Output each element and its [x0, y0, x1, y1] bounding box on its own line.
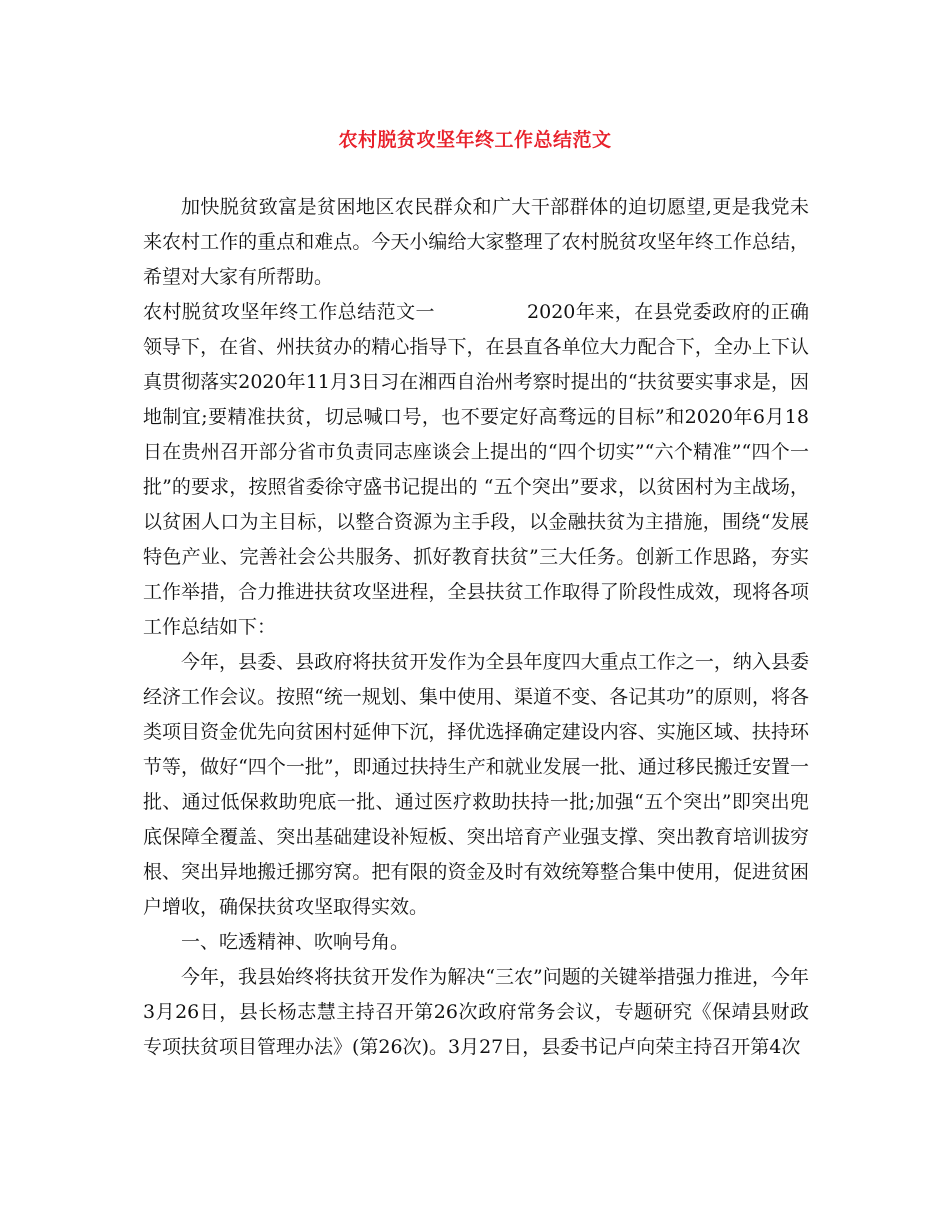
body-paragraph-continued: 今年，我县始终将扶贫开发作为解决“三农”问题的关键举措强力推进，今年3月26日，县长杨志慧主持召开第26次政府常务会议，专题研究《保靖县财政专项扶贫项目管理办法》(第26次)。3月27日，县委书记卢向荣主持召开第4次: [143, 966, 809, 1058]
body-paragraph: 今年，县委、县政府将扶贫开发作为全县年度四大重点工作之一，纳入县委经济工作会议。按照“统一规划、集中使用、渠道不变、各记其功”的原则，将各类项目资金优先向贫困村延伸下沉，择优选择确定建设内容、实施区域、扶持环节等，做好“四个一批”，即通过扶持生产和就业发展一批、通过移民搬迁安置一批、通过低保救助兜底一批、通过医疗救助扶持一批;加强“五个突出”即突出兜底保障全覆盖、突出基础建设补短板、突出培育产业强支撑、突出教育培训拔穷根、突出异地搬迁挪穷窝。把有限的资金及时有效统筹整合集中使用，促进贫困户增收，确保扶贫攻坚取得实效。: [143, 651, 809, 918]
section-paragraph: [143, 295, 809, 645]
section-first-paragraph: 2020年来，在县党委政府的正确领导下，在省、州扶贫办的精心指导下，在县直各单位大力配合下，全办上下认真贯彻落实2020年11月3日习在湘西自治州考察时提出的“扶贫要实事求是，因地制宜;要精准扶贫，切忌喊口号，也不要定好高骛远的目标”和2020年6月18日在贵州召开部分省市负责同志座谈会上提出的“四个切实”“六个精准”“四个一批”的要求，按照省委徐守盛书记提出的 “五个突出”要求，以贫困村为主战场，以贫困人口为主目标，以整合资源为主手段，以金融扶贫为主措施，围绕“发展特色产业、完善社会公共服务、抓好教育扶贫”三大任务。创新工作思路，夯实工作举措，合力推进扶贫攻坚进程，全县扶贫工作取得了阶段性成效，现将各项工作总结如下：: [143, 301, 809, 638]
subsection-heading: 一、吃透精神、吹响号角。: [181, 931, 410, 953]
document-title: 农村脱贫攻坚年终工作总结范文: [338, 129, 612, 151]
intro-paragraph: 加快脱贫致富是贫困地区农民群众和广大干部群体的迫切愿望,更是我党未来农村工作的重点和难点。今天小编给大家整理了农村脱贫攻坚年终工作总结，希望对大家有所帮助。: [143, 196, 809, 288]
document-body: [143, 190, 809, 1065]
section-heading: 农村脱贫攻坚年终工作总结范文一: [143, 301, 436, 323]
